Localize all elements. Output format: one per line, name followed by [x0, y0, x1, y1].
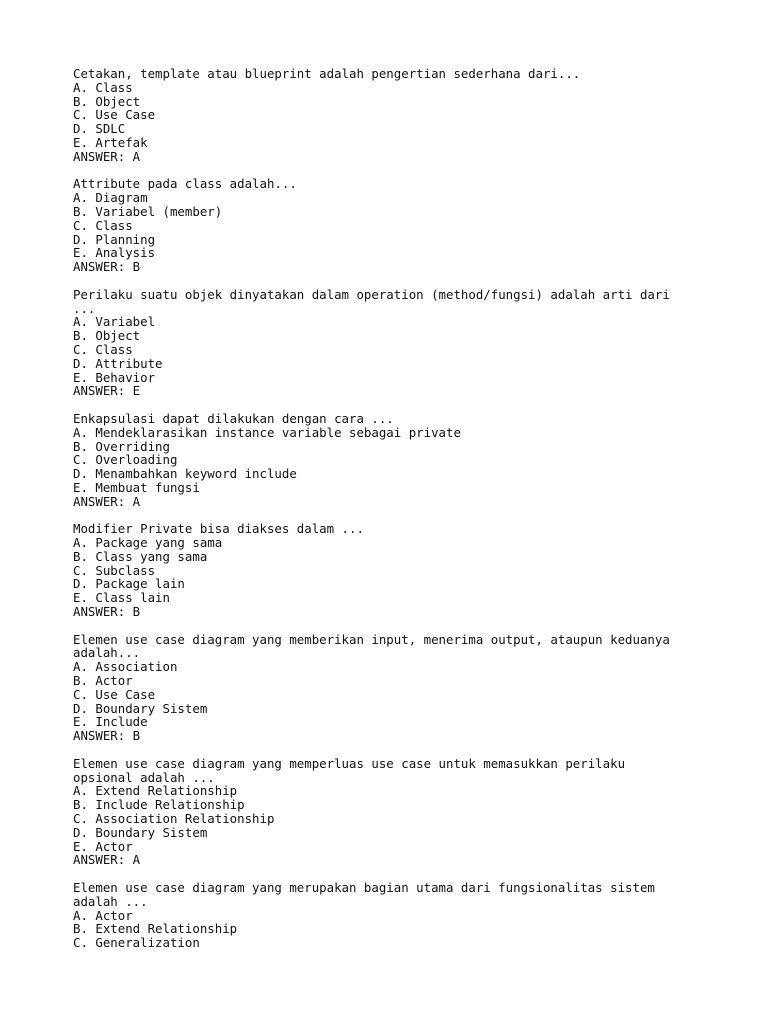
- question-text: Elemen use case diagram yang memperluas use case untuk memasukkan perilaku: [73, 755, 626, 771]
- answer-line: ANSWER: A: [73, 493, 141, 509]
- option-c: C. Overloading: [73, 452, 178, 468]
- answer-line: ANSWER: E: [73, 383, 141, 399]
- question-8: [73, 881, 733, 950]
- question-1: [73, 67, 733, 164]
- option-b: B. Overriding: [73, 438, 170, 454]
- option-c: C. Class: [73, 341, 133, 357]
- option-a: A. Package yang sama: [73, 535, 223, 551]
- option-e: E. Behavior: [73, 369, 156, 385]
- option-d: D. Boundary Sistem: [73, 700, 208, 716]
- option-b: B. Actor: [73, 673, 133, 689]
- question-text: Perilaku suatu objek dinyatakan dalam operation (method/fungsi) adalah arti dari: [73, 286, 670, 302]
- option-a: A. Diagram: [73, 190, 148, 206]
- question-7: [73, 757, 733, 867]
- option-a: A. Class: [73, 79, 133, 95]
- option-c: C. Use Case: [73, 686, 156, 702]
- option-a: A. Variabel: [73, 314, 156, 330]
- question-text-continuation: opsional adalah ...: [73, 769, 215, 785]
- option-e: E. Analysis: [73, 245, 156, 261]
- option-d: D. Attribute: [73, 355, 163, 371]
- option-e: E. Actor: [73, 838, 133, 854]
- option-d: D. Menambahkan keyword include: [73, 466, 297, 482]
- option-c: C. Class: [73, 217, 133, 233]
- option-e: E. Artefak: [73, 134, 148, 150]
- option-d: D. Boundary Sistem: [73, 824, 208, 840]
- question-text: Modifier Private bisa diakses dalam ...: [73, 521, 364, 537]
- option-d: D. Package lain: [73, 576, 185, 592]
- option-d: D. SDLC: [73, 121, 126, 137]
- option-a: A. Mendeklarasikan instance variable sebagai private: [73, 424, 461, 440]
- answer-line: ANSWER: B: [73, 259, 141, 275]
- question-text-continuation: ...: [73, 300, 96, 316]
- option-a: A. Extend Relationship: [73, 783, 238, 799]
- question-text: Elemen use case diagram yang merupakan bagian utama dari fungsionalitas sistem: [73, 880, 655, 896]
- question-text: Cetakan, template atau blueprint adalah pengertian sederhana dari...: [73, 66, 581, 81]
- option-b: B. Extend Relationship: [73, 921, 238, 937]
- option-c: C. Association Relationship: [73, 811, 275, 827]
- option-d: D. Planning: [73, 231, 156, 247]
- question-text: Attribute pada class adalah...: [73, 176, 297, 192]
- option-b: B. Object: [73, 328, 141, 344]
- question-6: [73, 633, 733, 743]
- option-a: A. Association: [73, 659, 178, 675]
- question-5: [73, 522, 733, 619]
- option-b: B. Class yang sama: [73, 548, 208, 564]
- answer-line: ANSWER: A: [73, 852, 141, 868]
- answer-line: ANSWER: B: [73, 728, 141, 744]
- option-c: C. Use Case: [73, 107, 156, 123]
- option-b: B. Object: [73, 93, 141, 109]
- answer-line: ANSWER: A: [73, 148, 141, 164]
- question-text-continuation: adalah ...: [73, 893, 148, 909]
- question-2: [73, 177, 733, 274]
- option-b: B. Include Relationship: [73, 797, 245, 813]
- option-a: A. Actor: [73, 907, 133, 923]
- option-e: E. Include: [73, 714, 148, 730]
- question-text-continuation: adalah...: [73, 645, 141, 661]
- question-4: [73, 412, 733, 509]
- option-e: E. Membuat fungsi: [73, 479, 200, 495]
- option-c: C. Generalization: [73, 935, 200, 951]
- answer-line: ANSWER: B: [73, 604, 141, 620]
- option-c: C. Subclass: [73, 562, 156, 578]
- document-page: [73, 67, 733, 964]
- option-e: E. Class lain: [73, 590, 170, 606]
- option-b: B. Variabel (member): [73, 203, 223, 219]
- question-3: [73, 288, 733, 398]
- question-text: Enkapsulasi dapat dilakukan dengan cara ...: [73, 410, 394, 426]
- question-text: Elemen use case diagram yang memberikan input, menerima output, ataupun keduanya: [73, 631, 670, 647]
